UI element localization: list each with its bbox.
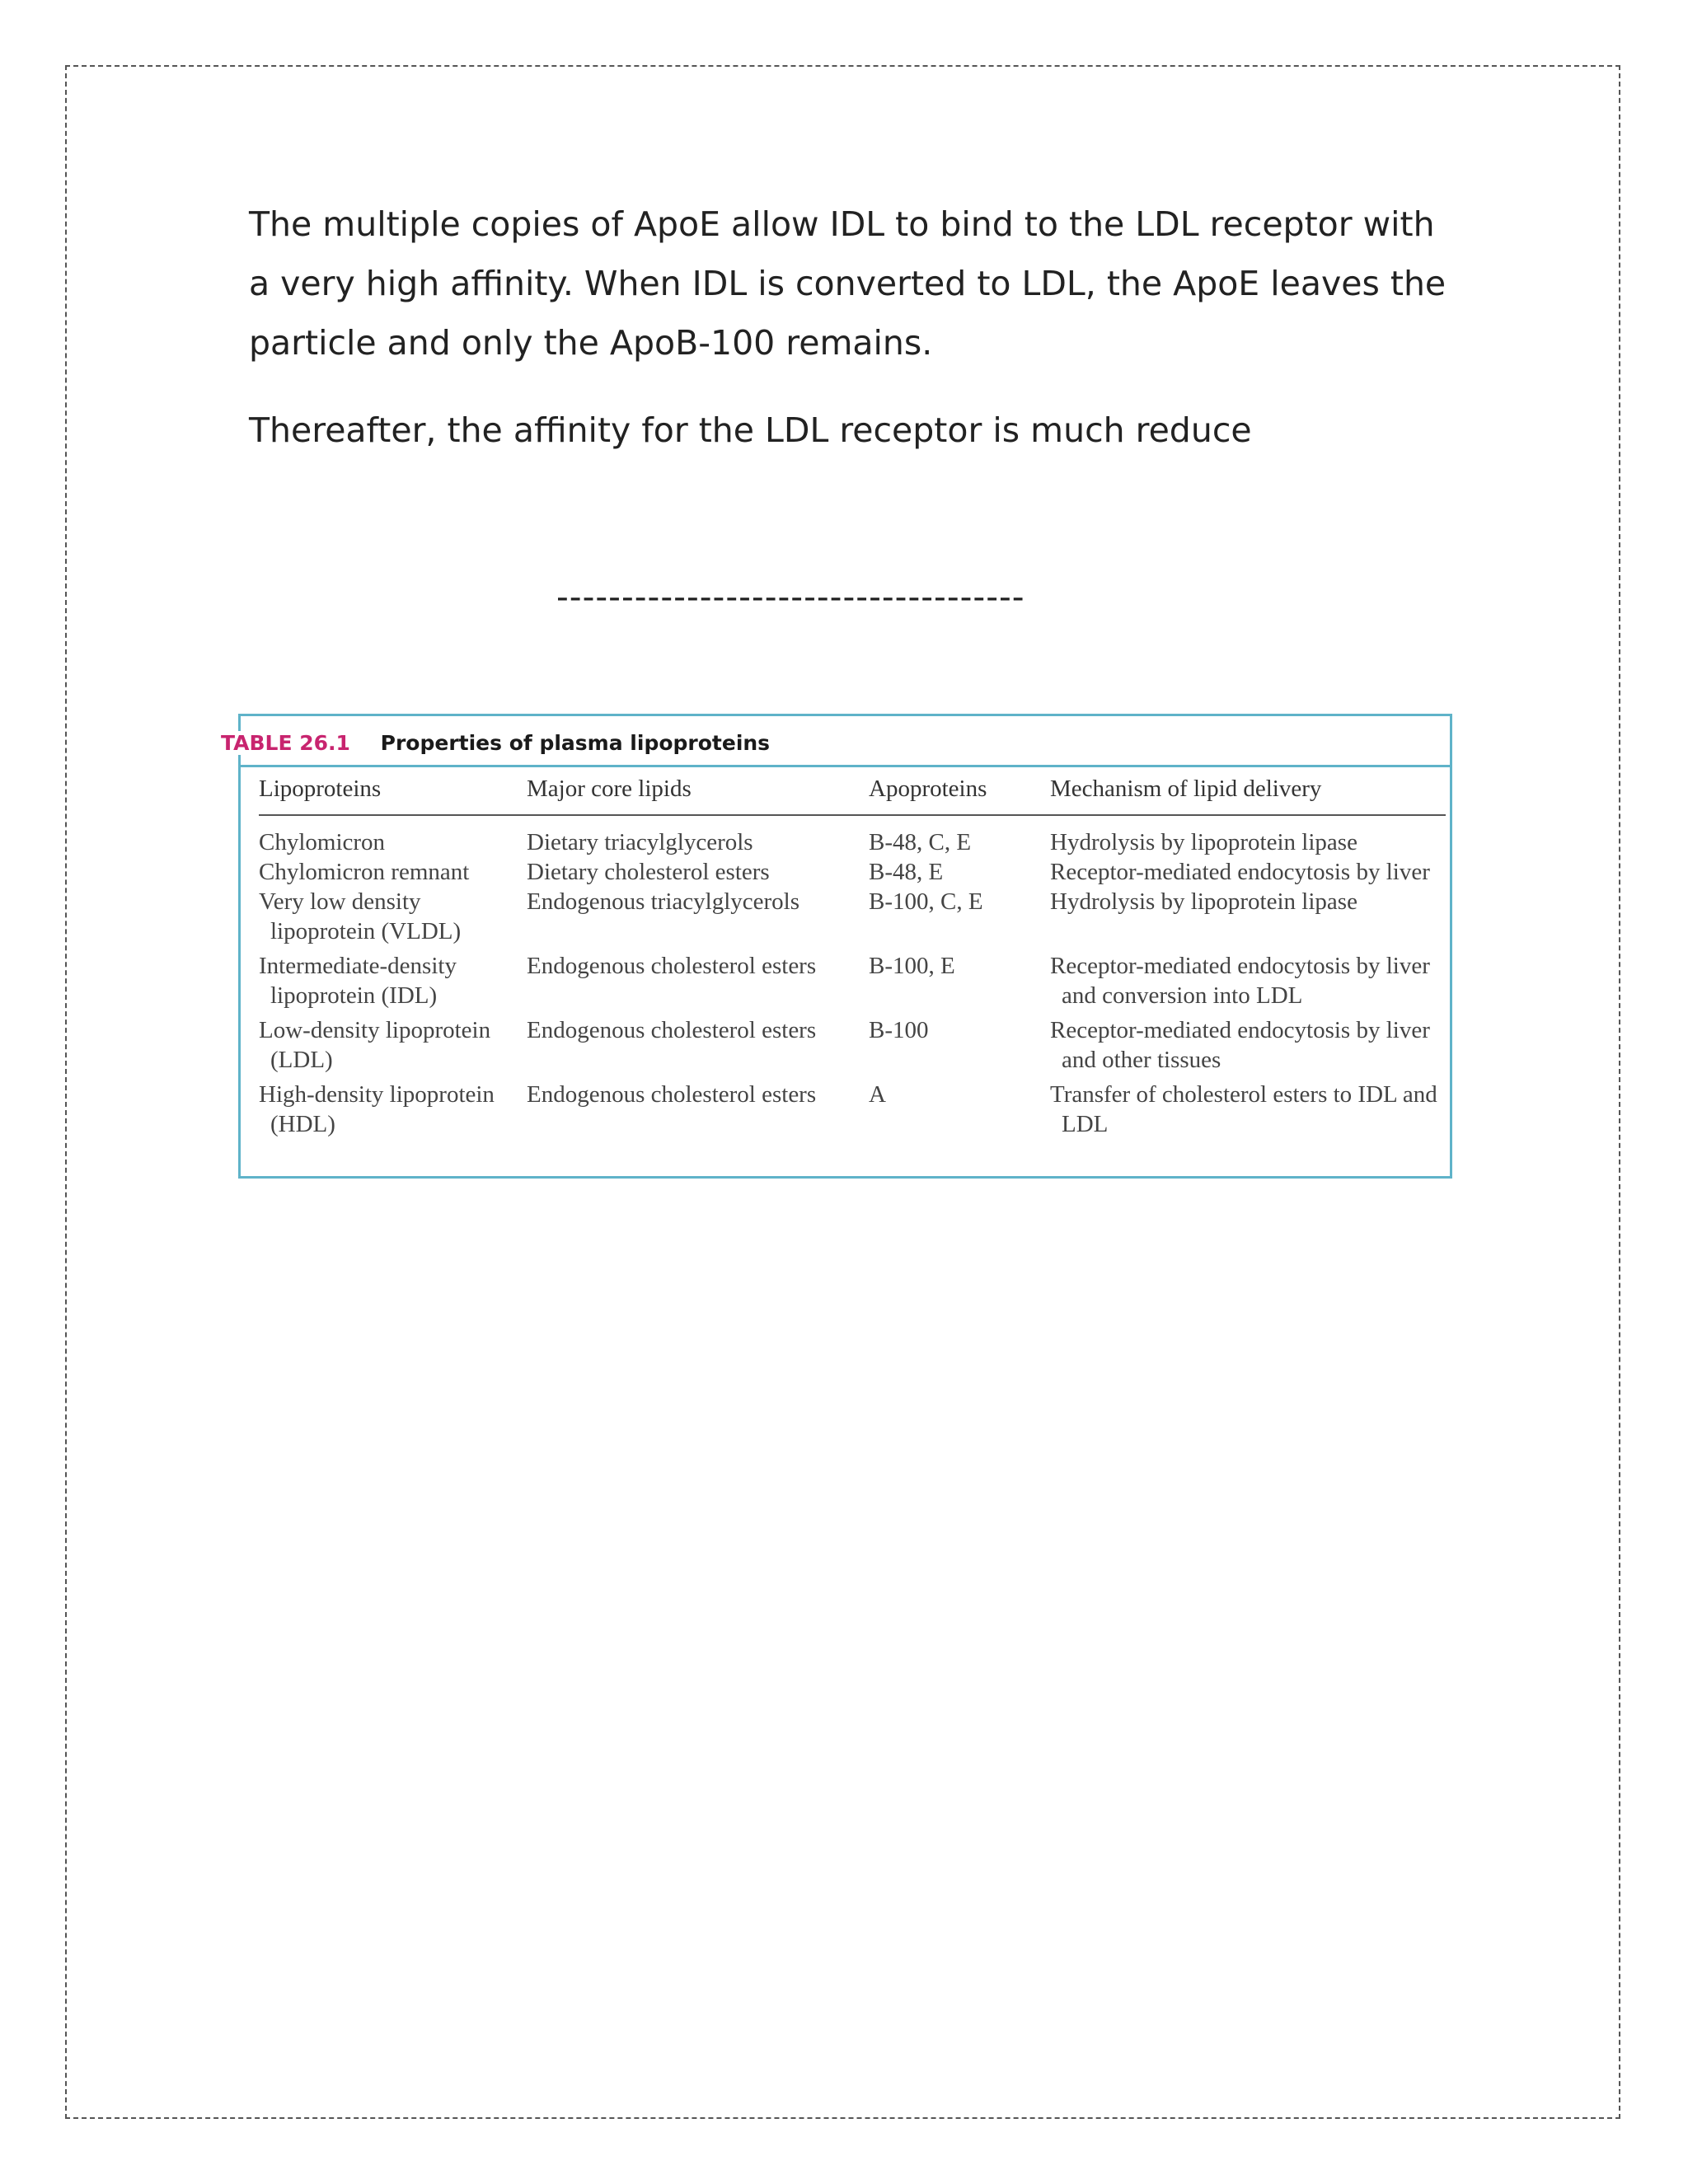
cell-apoprotein: B-48, C, E <box>869 829 972 855</box>
header-major-core-lipids: Major core lipids <box>527 771 869 815</box>
cell-mechanism-text: Transfer of cholesterol esters to IDL and LDL <box>1050 1081 1437 1137</box>
cell-mechanism-text: Receptor-mediated endocytosis by liver and conversion into LDL <box>1050 953 1430 1009</box>
header-apoproteins: Apoproteins <box>869 771 1050 815</box>
cell-mechanism <box>1050 1010 1446 1075</box>
cell-core-lipid: Endogenous cholesterol esters <box>527 953 817 979</box>
cell-lipoprotein <box>259 946 527 1010</box>
table-row <box>259 887 1446 946</box>
table-row <box>259 815 1446 857</box>
paragraph-apoe-affinity: The multiple copies of ApoE allow IDL to bind to the LDL receptor with a very high affinity. When IDL is converted to LDL, the ApoE leaves the particle and only the ApoB-100 remains. <box>249 204 1447 363</box>
header-mechanism: Mechanism of lipid delivery <box>1050 771 1446 815</box>
cell-lipoprotein: Chylomicron <box>259 829 386 855</box>
cell-core-lipid: Dietary triacylglycerols <box>527 829 753 855</box>
table-caption <box>221 731 776 755</box>
lipoprotein-table <box>259 771 1446 1139</box>
cell-core-lipid: Endogenous cholesterol esters <box>527 1081 817 1108</box>
cell-apoprotein: B-48, E <box>869 859 944 885</box>
cell-lipoprotein-text: Intermediate-density lipoprotein (IDL) <box>259 953 457 1009</box>
cell-mechanism: Receptor-mediated endocytosis by liver <box>1050 859 1430 885</box>
cell-mechanism <box>1050 1075 1446 1139</box>
cell-apoprotein: B-100, E <box>869 953 955 979</box>
table-row <box>259 1010 1446 1075</box>
cell-apoprotein: B-100 <box>869 1017 929 1043</box>
table-row <box>259 1075 1446 1139</box>
cell-core-lipid: Dietary cholesterol esters <box>527 859 770 885</box>
table-title: Properties of plasma lipoproteins <box>380 731 771 755</box>
table-header-row <box>259 771 1446 815</box>
cell-lipoprotein-text: High-density lipoprotein (HDL) <box>259 1081 495 1137</box>
table-number: TABLE 26.1 <box>221 731 350 755</box>
dashed-separator: ------------------------------------ <box>556 577 1025 616</box>
cell-apoprotein: A <box>869 1081 886 1108</box>
cell-lipoprotein <box>259 1010 527 1075</box>
cell-mechanism-text: Receptor-mediated endocytosis by liver and other tissues <box>1050 1017 1430 1073</box>
cell-core-lipid: Endogenous cholesterol esters <box>527 1017 817 1043</box>
header-lipoproteins: Lipoproteins <box>259 771 527 815</box>
cell-lipoprotein <box>259 887 527 946</box>
cell-lipoprotein-text: Low-density lipoprotein (LDL) <box>259 1017 491 1073</box>
cell-lipoprotein: Chylomicron remnant <box>259 859 470 885</box>
cell-mechanism <box>1050 946 1446 1010</box>
cell-lipoprotein <box>259 1075 527 1139</box>
table-row <box>259 857 1446 887</box>
cell-lipoprotein-text: Very low density lipoprotein (VLDL) <box>259 888 462 944</box>
table-row <box>259 946 1446 1010</box>
paragraph-reduced-affinity: Thereafter, the affinity for the LDL receptor is much reduce <box>249 410 1252 450</box>
cell-apoprotein: B-100, C, E <box>869 888 983 915</box>
cell-core-lipid: Endogenous triacylglycerols <box>527 888 799 915</box>
cell-mechanism: Hydrolysis by lipoprotein lipase <box>1050 888 1357 915</box>
cell-mechanism: Hydrolysis by lipoprotein lipase <box>1050 829 1357 855</box>
